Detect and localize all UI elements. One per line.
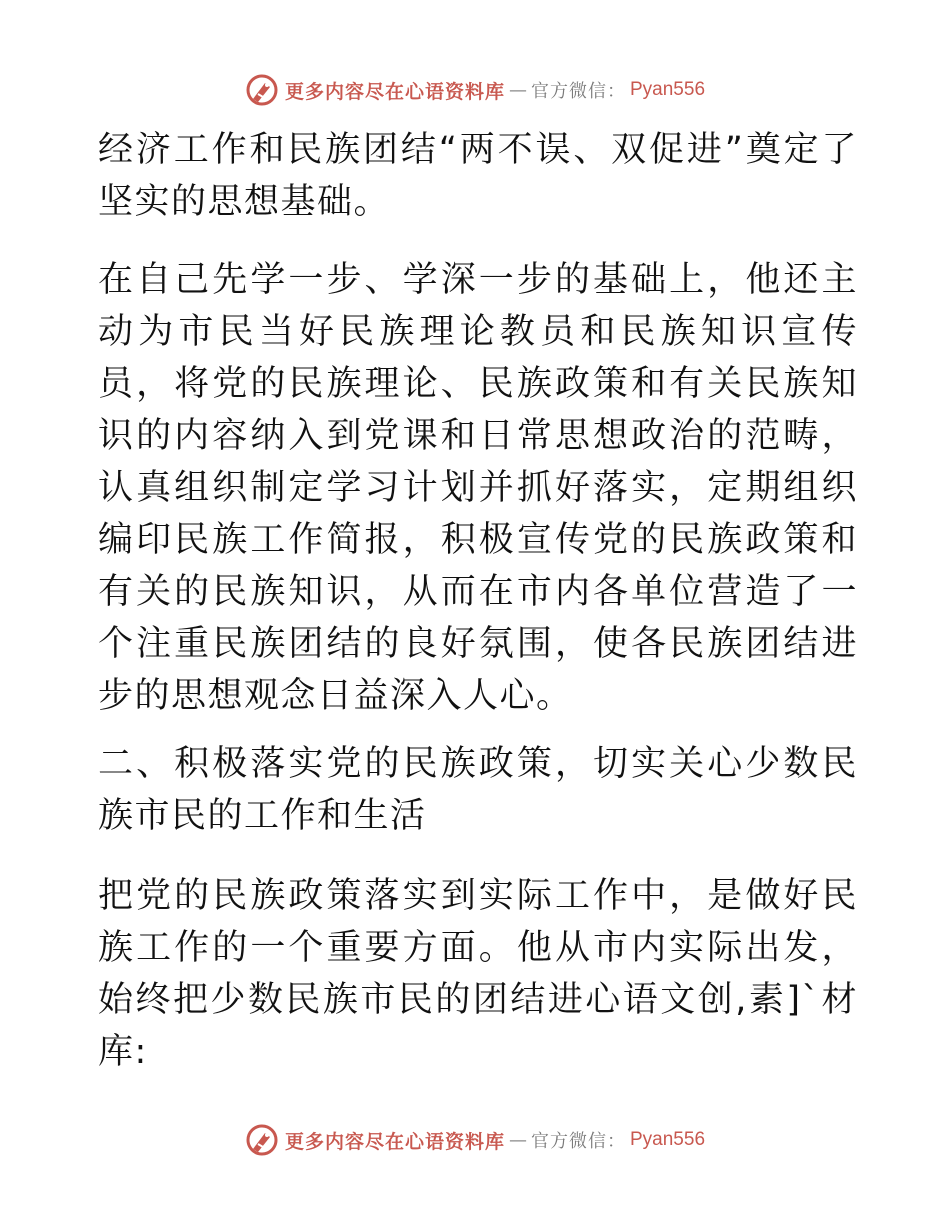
banner-wechat-label: 官方微信： xyxy=(531,1131,626,1152)
banner-dash: — xyxy=(509,1129,527,1151)
section-heading: 二、积极落实党的民族政策，切实关心少数民族市民的工作和生活 xyxy=(98,744,858,836)
banner-dash: — xyxy=(509,79,527,101)
header-banner xyxy=(0,70,950,110)
pen-logo-icon xyxy=(245,73,279,107)
banner-wechat-label: 官方微信： xyxy=(531,81,626,102)
paragraph-2: 在自己先学一步、学深一步的基础上，他还主动为市民当好民族理论教员和民族知识宣传员，将党的民族理论、民族政策和有关民族知识的内容纳入到党课和日常思想政治的范畴，认真组织制定学习计划并抓好落实，定期组织编印民族工作简报，积极宣传党的民族政策和有关的民族知识，从而在市内各单位营造了一个注重民族团结的良好氛围，使各民族团结进步的思想观念日益深入人心。 xyxy=(98,260,858,716)
banner-wechat-id: Pyan556 xyxy=(630,79,706,100)
banner-wechat-id: Pyan556 xyxy=(630,1129,706,1150)
banner-main-text: 更多内容尽在心语资料库 xyxy=(284,1130,505,1153)
pen-logo-icon xyxy=(245,1123,279,1157)
paragraph-3: 把党的民族政策落实到实际工作中，是做好民族工作的一个重要方面。他从市内实际出发，始终把少数民族市民的团结进心语文创,素]`材库: xyxy=(98,876,858,1072)
paragraph-1: 经济工作和民族团结“两不误、双促进”奠定了坚实的思想基础。 xyxy=(98,130,858,222)
banner-main-text: 更多内容尽在心语资料库 xyxy=(284,80,505,103)
footer-banner xyxy=(0,1120,950,1160)
